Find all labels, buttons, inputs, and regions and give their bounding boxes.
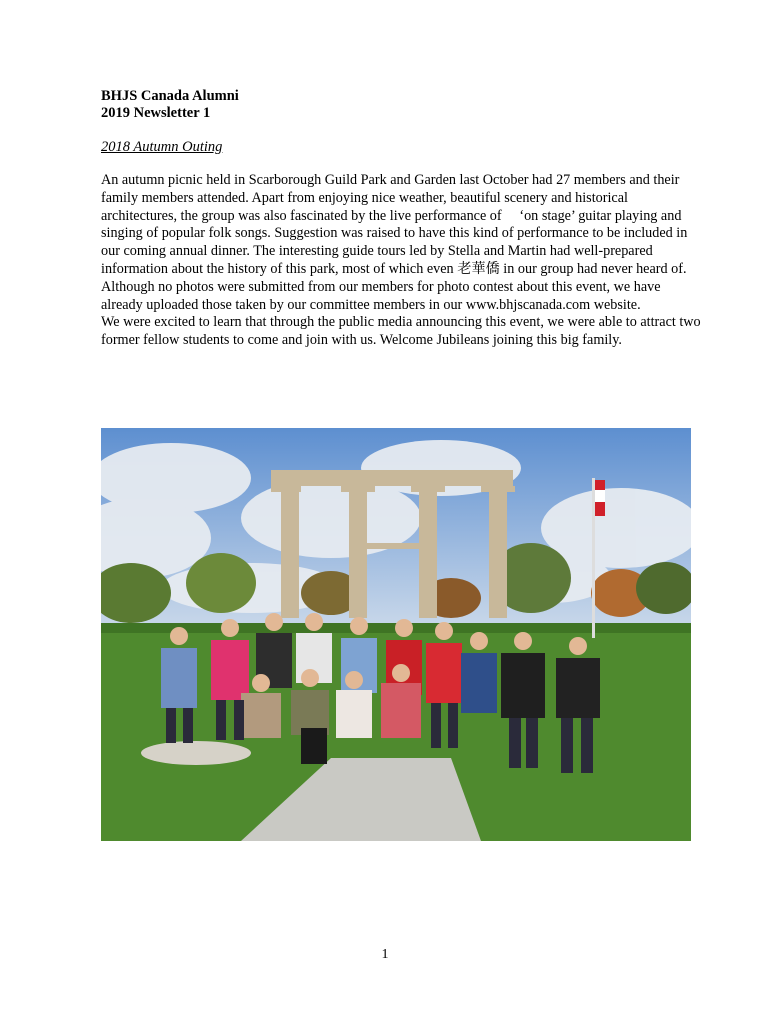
newsletter-header (101, 88, 239, 122)
flagpole (592, 478, 595, 638)
group-photo (101, 428, 691, 841)
paragraph: An autumn picnic held in Scarborough Guild Park and Garden last October had 27 members and their family members attended. Apart from enjoying nice weather, beautiful scenery and historical architectures, the group was also fascinated by the live performance of ‘on stage’ guitar playing and singing of popular folk songs. Suggestion was raised to have this kind of performance to be included in our coming annual dinner. The interesting guide tours led by Stella and Martin had well-prepared information about the history of this park, most of which even 老華僑 in our group had never heard of. (101, 172, 688, 277)
newsletter-issue: 2019 Newsletter 1 (101, 105, 211, 121)
paragraph: We were excited to learn that through the public media announcing this event, we were able to attract two former fellow students to come and join with us. Welcome Jubileans joining this big family. (101, 314, 701, 349)
group-photo-illustration (101, 428, 691, 841)
org-name: BHJS Canada Alumni (101, 88, 239, 104)
section-title: 2018 Autumn Outing (101, 139, 223, 155)
page-number: 1 (381, 947, 389, 962)
stones (141, 741, 251, 765)
article-body (101, 172, 701, 350)
paragraph: Although no photos were submitted from our members for photo contest about this event, we have already uploaded those taken by our committee members in our www.bhjscanada.com website. (101, 278, 661, 313)
